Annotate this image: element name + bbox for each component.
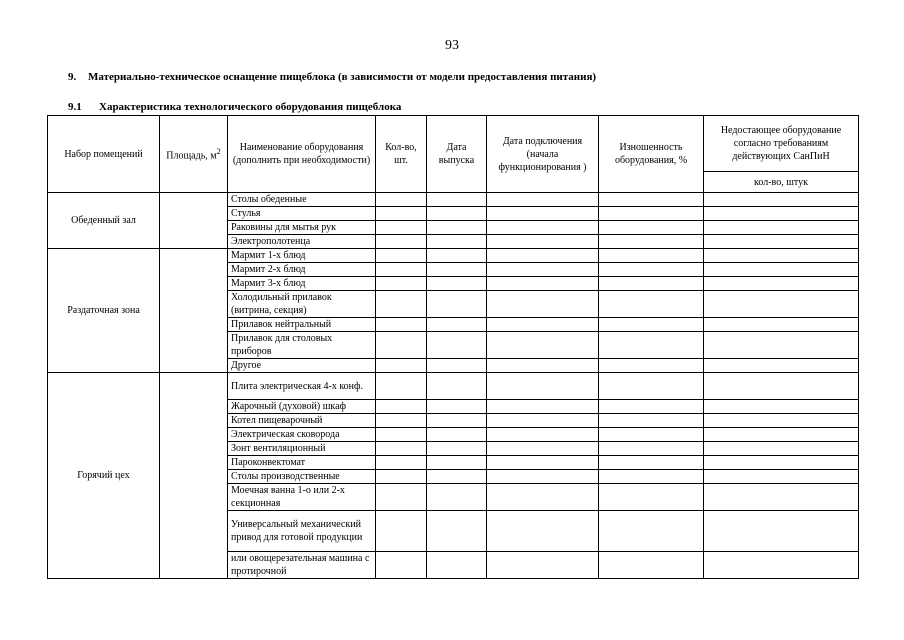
header-wear: Изношенность оборудования, %: [599, 116, 704, 193]
missing-cell: [704, 221, 859, 235]
release-date-cell: [427, 456, 487, 470]
wear-cell: [599, 373, 704, 400]
equipment-cell: Холодильный прилавок (витрина, секция): [228, 291, 376, 318]
connection-date-cell: [487, 373, 599, 400]
quantity-cell: [376, 400, 427, 414]
equipment-cell: Универсальный механический привод для готовой продукции: [228, 511, 376, 552]
connection-date-cell: [487, 221, 599, 235]
equipment-cell: Столы производственные: [228, 470, 376, 484]
equipment-table: [47, 115, 859, 579]
wear-cell: [599, 470, 704, 484]
connection-date-cell: [487, 291, 599, 318]
header-rooms: Набор помещений: [48, 116, 160, 193]
equipment-cell: Мармит 2-х блюд: [228, 263, 376, 277]
section-number: 9.: [68, 71, 77, 83]
connection-date-cell: [487, 552, 599, 579]
connection-date-cell: [487, 359, 599, 373]
header-missing-sub: кол-во, штук: [704, 172, 859, 193]
equipment-cell: Стулья: [228, 207, 376, 221]
wear-cell: [599, 484, 704, 511]
section-title: Материально-техническое оснащение пищеблока (в зависимости от модели предоставления питания): [88, 71, 597, 83]
wear-cell: [599, 193, 704, 207]
area-cell: [160, 373, 228, 579]
missing-cell: [704, 400, 859, 414]
equipment-cell: Пароконвектомат: [228, 456, 376, 470]
connection-date-cell: [487, 511, 599, 552]
missing-cell: [704, 428, 859, 442]
release-date-cell: [427, 359, 487, 373]
equipment-cell: Прилавок нейтральный: [228, 318, 376, 332]
equipment-cell: Электрополотенца: [228, 235, 376, 249]
connection-date-cell: [487, 277, 599, 291]
table-header-row: [48, 116, 859, 172]
connection-date-cell: [487, 484, 599, 511]
header-missing: Недостающее оборудование согласно требованиям действующих СанПиН: [704, 116, 859, 172]
equipment-cell: или овощерезательная машина с протирочной: [228, 552, 376, 579]
missing-cell: [704, 193, 859, 207]
quantity-cell: [376, 207, 427, 221]
missing-cell: [704, 456, 859, 470]
connection-date-cell: [487, 456, 599, 470]
equipment-cell: Котел пищеварочный: [228, 414, 376, 428]
quantity-cell: [376, 373, 427, 400]
missing-cell: [704, 318, 859, 332]
missing-cell: [704, 442, 859, 456]
quantity-cell: [376, 511, 427, 552]
missing-cell: [704, 263, 859, 277]
section-heading: [68, 71, 596, 83]
connection-date-cell: [487, 207, 599, 221]
quantity-cell: [376, 291, 427, 318]
wear-cell: [599, 277, 704, 291]
connection-date-cell: [487, 318, 599, 332]
room-cell: Обеденный зал: [48, 193, 160, 249]
equipment-cell: Мармит 1-х блюд: [228, 249, 376, 263]
equipment-cell: Другое: [228, 359, 376, 373]
quantity-cell: [376, 332, 427, 359]
wear-cell: [599, 511, 704, 552]
room-cell: Горячий цех: [48, 373, 160, 579]
release-date-cell: [427, 484, 487, 511]
release-date-cell: [427, 249, 487, 263]
subsection-number: 9.1: [68, 101, 82, 113]
release-date-cell: [427, 511, 487, 552]
release-date-cell: [427, 263, 487, 277]
area-cell: [160, 249, 228, 373]
wear-cell: [599, 221, 704, 235]
wear-cell: [599, 414, 704, 428]
missing-cell: [704, 277, 859, 291]
missing-cell: [704, 373, 859, 400]
header-area-text: Площадь, м: [166, 150, 217, 162]
release-date-cell: [427, 235, 487, 249]
quantity-cell: [376, 359, 427, 373]
equipment-cell: Зонт вентиляционный: [228, 442, 376, 456]
release-date-cell: [427, 318, 487, 332]
release-date-cell: [427, 470, 487, 484]
connection-date-cell: [487, 332, 599, 359]
release-date-cell: [427, 332, 487, 359]
wear-cell: [599, 359, 704, 373]
equipment-cell: Электрическая сковорода: [228, 428, 376, 442]
quantity-cell: [376, 193, 427, 207]
release-date-cell: [427, 291, 487, 318]
missing-cell: [704, 470, 859, 484]
release-date-cell: [427, 221, 487, 235]
quantity-cell: [376, 277, 427, 291]
release-date-cell: [427, 428, 487, 442]
missing-cell: [704, 511, 859, 552]
release-date-cell: [427, 414, 487, 428]
wear-cell: [599, 552, 704, 579]
missing-cell: [704, 332, 859, 359]
equipment-cell: Жарочный (духовой) шкаф: [228, 400, 376, 414]
quantity-cell: [376, 221, 427, 235]
quantity-cell: [376, 428, 427, 442]
header-quantity: Кол-во, шт.: [376, 116, 427, 193]
release-date-cell: [427, 552, 487, 579]
header-connection-date: Дата подключения (начала функционирования ): [487, 116, 599, 193]
release-date-cell: [427, 400, 487, 414]
connection-date-cell: [487, 442, 599, 456]
header-area: [160, 116, 228, 193]
header-equipment: Наименование оборудования (дополнить при необходимости): [228, 116, 376, 193]
connection-date-cell: [487, 235, 599, 249]
wear-cell: [599, 456, 704, 470]
connection-date-cell: [487, 470, 599, 484]
quantity-cell: [376, 456, 427, 470]
equipment-cell: Раковины для мытья рук: [228, 221, 376, 235]
wear-cell: [599, 291, 704, 318]
equipment-cell: Мармит 3-х блюд: [228, 277, 376, 291]
subsection-heading: [68, 101, 401, 113]
release-date-cell: [427, 373, 487, 400]
connection-date-cell: [487, 193, 599, 207]
wear-cell: [599, 400, 704, 414]
equipment-cell: Плита электрическая 4-х конф.: [228, 373, 376, 400]
table-body: [48, 193, 859, 579]
wear-cell: [599, 235, 704, 249]
quantity-cell: [376, 442, 427, 456]
release-date-cell: [427, 207, 487, 221]
connection-date-cell: [487, 263, 599, 277]
quantity-cell: [376, 263, 427, 277]
quantity-cell: [376, 318, 427, 332]
equipment-cell: Моечная ванна 1-о или 2-х секционная: [228, 484, 376, 511]
wear-cell: [599, 249, 704, 263]
missing-cell: [704, 359, 859, 373]
missing-cell: [704, 291, 859, 318]
wear-cell: [599, 428, 704, 442]
header-release-date: Дата выпуска: [427, 116, 487, 193]
room-cell: Раздаточная зона: [48, 249, 160, 373]
quantity-cell: [376, 484, 427, 511]
wear-cell: [599, 207, 704, 221]
table-row: [48, 193, 859, 207]
wear-cell: [599, 318, 704, 332]
missing-cell: [704, 207, 859, 221]
connection-date-cell: [487, 249, 599, 263]
release-date-cell: [427, 193, 487, 207]
missing-cell: [704, 249, 859, 263]
release-date-cell: [427, 442, 487, 456]
subsection-title: Характеристика технологического оборудования пищеблока: [99, 101, 402, 113]
table-row: [48, 249, 859, 263]
release-date-cell: [427, 277, 487, 291]
wear-cell: [599, 332, 704, 359]
wear-cell: [599, 263, 704, 277]
connection-date-cell: [487, 428, 599, 442]
quantity-cell: [376, 414, 427, 428]
connection-date-cell: [487, 414, 599, 428]
quantity-cell: [376, 470, 427, 484]
quantity-cell: [376, 235, 427, 249]
quantity-cell: [376, 249, 427, 263]
page-number: 93: [445, 38, 459, 53]
missing-cell: [704, 414, 859, 428]
header-area-sup: 2: [216, 147, 221, 157]
area-cell: [160, 193, 228, 249]
connection-date-cell: [487, 400, 599, 414]
quantity-cell: [376, 552, 427, 579]
table-row: [48, 373, 859, 400]
missing-cell: [704, 552, 859, 579]
wear-cell: [599, 442, 704, 456]
equipment-cell: Столы обеденные: [228, 193, 376, 207]
missing-cell: [704, 484, 859, 511]
equipment-cell: Прилавок для столовых приборов: [228, 332, 376, 359]
missing-cell: [704, 235, 859, 249]
